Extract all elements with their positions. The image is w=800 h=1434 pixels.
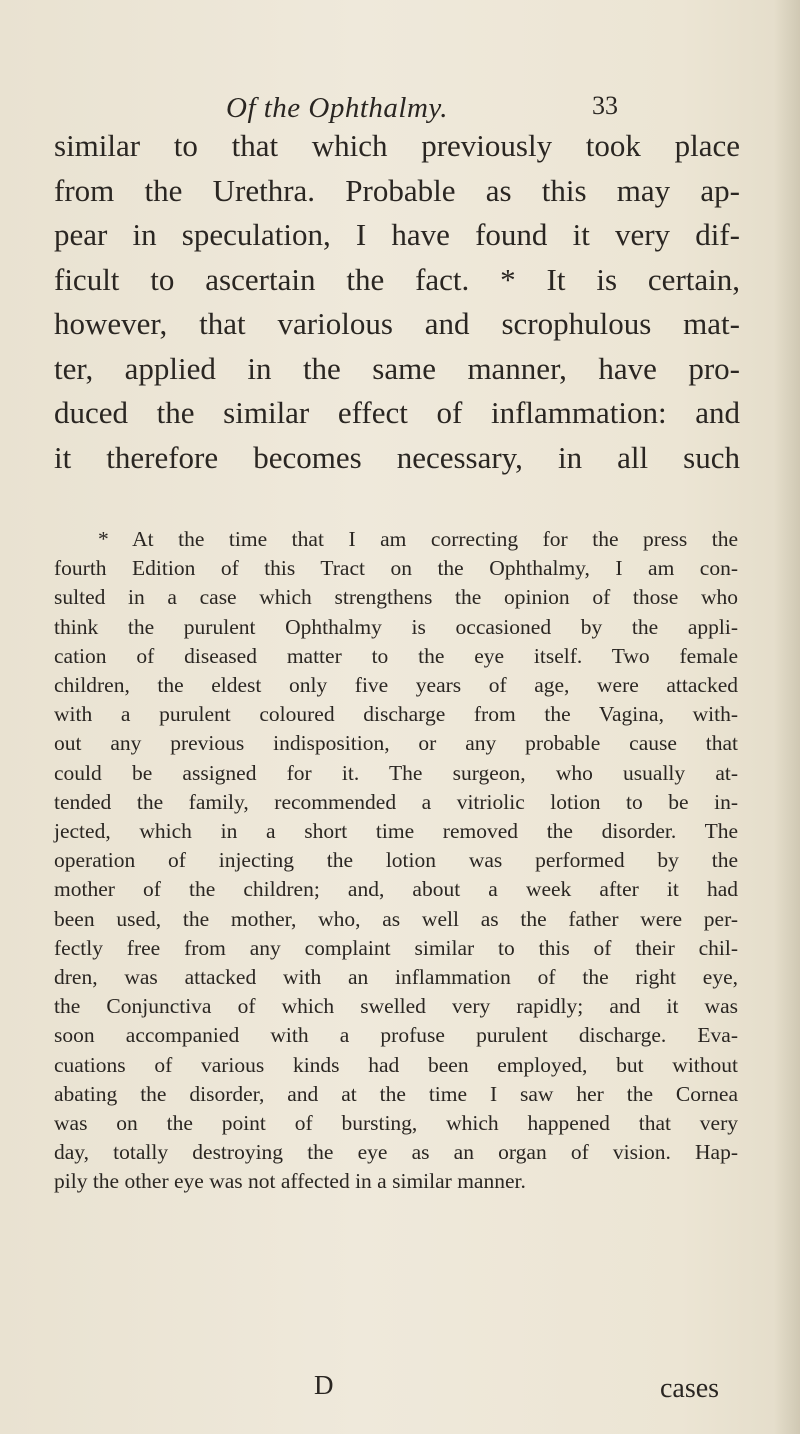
text-line: ter, applied in the same manner, have pro- [54, 350, 740, 386]
footnote-line: children, the eldest only five years of age, were attacked [54, 673, 738, 698]
footnote-line: soon accompanied with a profuse purulent discharge. Eva- [54, 1023, 738, 1048]
footnote-line: with a purulent coloured discharge from the Vagina, with- [54, 702, 738, 727]
footnote-line: cation of diseased matter to the eye itself. Two female [54, 643, 738, 668]
signature-mark: D [314, 1370, 334, 1400]
footnote-line: day, totally destroying the eye as an organ of vision. Hap- [54, 1140, 738, 1165]
main-text-block [54, 124, 740, 480]
text-line: pear in speculation, I have found it very dif- [54, 217, 740, 252]
footnote-line: tended the family, recommended a vitriolic lotion to be in- [54, 789, 738, 814]
footnote-line: out any previous indisposition, or any probable cause that [54, 731, 738, 756]
footnote-line: dren, was attacked with an inflammation of the right eye, [54, 965, 738, 990]
text-line: ficult to ascertain the fact. * It is certain, [54, 261, 740, 297]
text-line: it therefore becomes necessary, in all such [54, 439, 740, 475]
footnote-line: jected, which in a short time removed the disorder. The [54, 819, 738, 844]
footnote-line: operation of injecting the lotion was performed by the [54, 848, 738, 873]
text-line: however, that variolous and scrophulous mat- [54, 306, 740, 341]
footnote-block [54, 525, 738, 1197]
page-number: 33 [592, 91, 618, 120]
footnote-line: fectly free from any complaint similar to this of their chil- [54, 935, 738, 960]
footnote-line: fourth Edition of this Tract on the Ophthalmy, I am con- [54, 556, 738, 581]
catchword: cases [660, 1373, 720, 1404]
text-line: duced the similar effect of inflammation: and [54, 395, 740, 430]
footnote-line: been used, the mother, who, as well as the father were per- [54, 906, 738, 931]
footnote-line: think the purulent Ophthalmy is occasioned by the appli- [54, 614, 738, 639]
text-line: from the Urethra. Probable as this may ap- [54, 172, 740, 208]
running-head: Of the Ophthalmy. [226, 92, 448, 124]
footnote-line: was on the point of bursting, which happened that very [54, 1111, 738, 1136]
text-line: similar to that which previously took place [54, 128, 740, 163]
footnote-line: abating the disorder, and at the time I saw her the Cornea [54, 1081, 738, 1106]
page-edge-shading [774, 0, 800, 1434]
footnote-line: cuations of various kinds had been employed, but without [54, 1052, 738, 1077]
footnote-line: mother of the children; and, about a week after it had [54, 877, 738, 902]
footnote-line: * At the time that I am correcting for the press the [98, 527, 738, 551]
footnote-line: sulted in a case which strengthens the opinion of those who [54, 585, 738, 610]
footnote-line: pily the other eye was not affected in a similar manner. [54, 1169, 526, 1194]
footnote-line: could be assigned for it. The surgeon, who usually at- [54, 760, 738, 785]
footnote-line: the Conjunctiva of which swelled very rapidly; and it was [54, 994, 738, 1019]
